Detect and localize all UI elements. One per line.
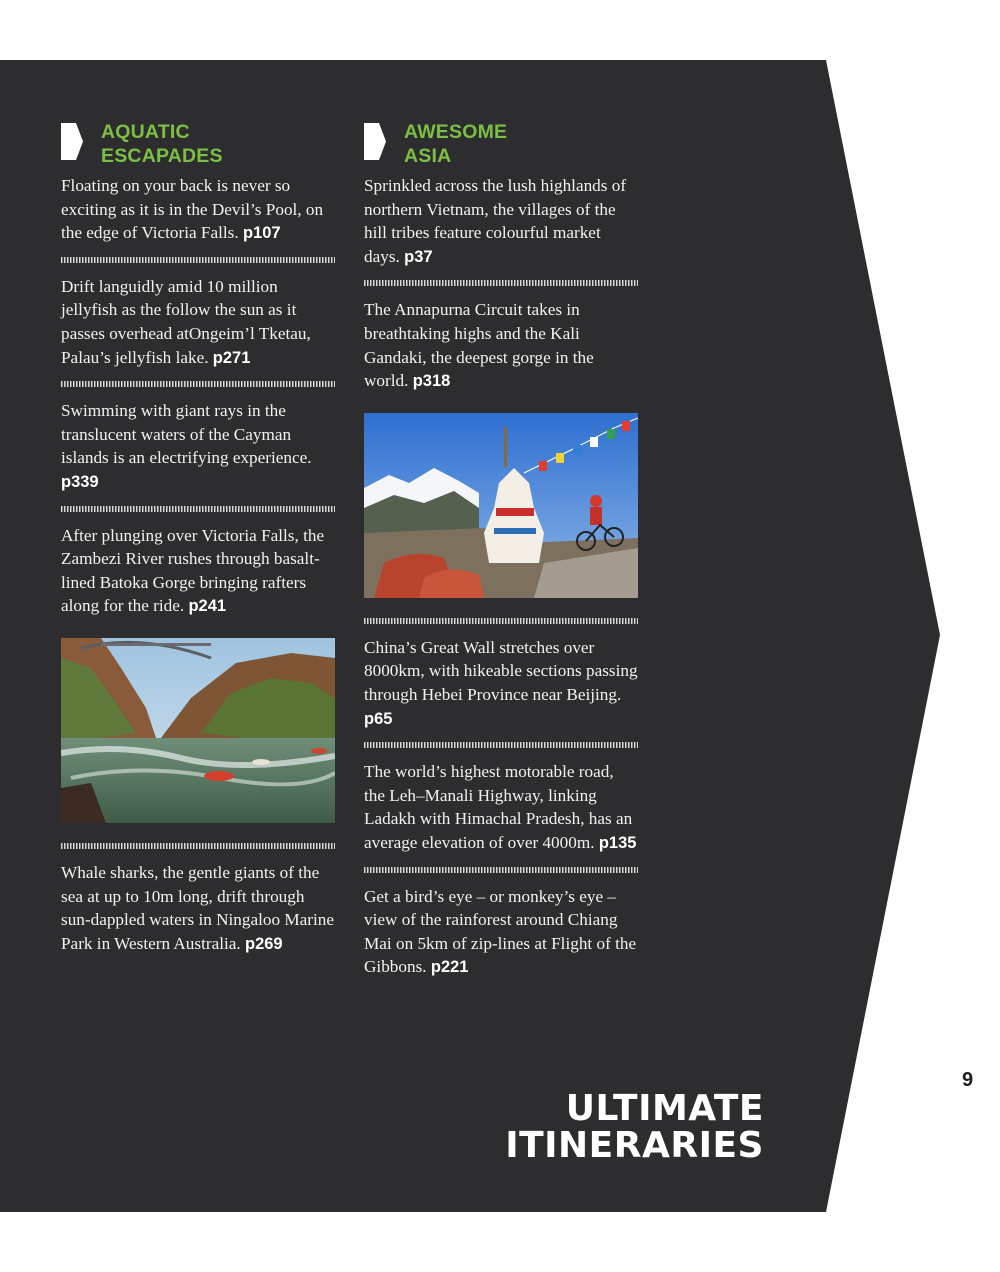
page-ref: p107 xyxy=(242,224,281,243)
entry-cayman-rays: Swimming with giant rays in the translucent waters of the Cayman islands is an electrifying experience. p339 xyxy=(61,401,312,491)
section-aquatic-escapades xyxy=(61,120,335,956)
dotted-divider xyxy=(364,867,638,873)
page-ref: p318 xyxy=(412,372,451,391)
section-header xyxy=(364,120,638,166)
dotted-divider xyxy=(61,843,335,849)
entry-leh-manali: The world’s highest motorable road, the Leh–Manali Highway, linking Ladakh with Himachal Pradesh, has an average elevation of over 4000m. p135 xyxy=(364,762,637,852)
entry-great-wall: China’s Great Wall stretches over 8000km, with hikeable sections passing through Hebei Province near Beijing. p65 xyxy=(364,637,638,728)
page-number: 9 xyxy=(962,1069,974,1091)
dotted-divider xyxy=(61,506,335,512)
dotted-divider xyxy=(61,257,335,263)
entry-devils-pool: Floating on your back is never so exciting as it is in the Devil’s Pool, on the edge of Victoria Falls. p107 xyxy=(61,176,324,243)
dotted-divider xyxy=(364,742,638,748)
chevron-marker-icon xyxy=(364,123,386,160)
chevron-marker-icon xyxy=(61,123,83,160)
page-ref: p241 xyxy=(188,597,227,616)
page-ref: p65 xyxy=(364,709,393,728)
chapter-title: ULTIMATE ITINERARIES xyxy=(505,1088,764,1166)
entry-vietnam-markets: Sprinkled across the lush highlands of northern Vietnam, the villages of the hill tribes feature colourful market days. p37 xyxy=(364,176,627,266)
zambezi-rafting-photo xyxy=(61,638,335,823)
entry-flight-of-gibbons: Get a bird’s eye – or monkey’s eye – view of the rainforest around Chiang Mai on 5km of zip-lines at Flight of the Gibbons. p221 xyxy=(364,886,637,977)
entry-annapurna-circuit: The Annapurna Circuit takes in breathtaking highs and the Kali Gandaki, the deepest gorge in the world. p318 xyxy=(364,300,594,391)
page-ref: p339 xyxy=(61,472,99,491)
page-ref: p37 xyxy=(404,247,433,266)
page-ref: p269 xyxy=(244,934,283,953)
entry-whale-sharks: Whale sharks, the gentle giants of the sea at up to 10m long, drift through sun-dappled waters in Ningaloo Marine Park in Western Australia. p269 xyxy=(61,862,335,953)
section-title: AWESOME ASIA xyxy=(404,121,508,167)
dotted-divider xyxy=(364,280,638,286)
section-awesome-asia xyxy=(364,120,638,980)
page-ref: p221 xyxy=(430,958,469,977)
page-ref: p271 xyxy=(212,348,251,367)
dotted-divider xyxy=(61,381,335,387)
annapurna-stupa-photo xyxy=(364,413,638,598)
dotted-divider xyxy=(364,618,638,624)
entry-zambezi-rafting: After plunging over Victoria Falls, the Zambezi River rushes through basalt-lined Batoka Gorge bringing rafters along for the ride. p241 xyxy=(61,525,325,616)
entry-jellyfish-lake: Drift languidly amid 10 million jellyfish as the follow the sun as it passes overhead atOngeim’l Tketau, Palau’s jellyfish lake. p271 xyxy=(61,276,311,367)
section-title: AQUATIC ESCAPADES xyxy=(101,121,223,167)
section-header xyxy=(61,120,335,166)
page-ref: p135 xyxy=(598,833,637,852)
